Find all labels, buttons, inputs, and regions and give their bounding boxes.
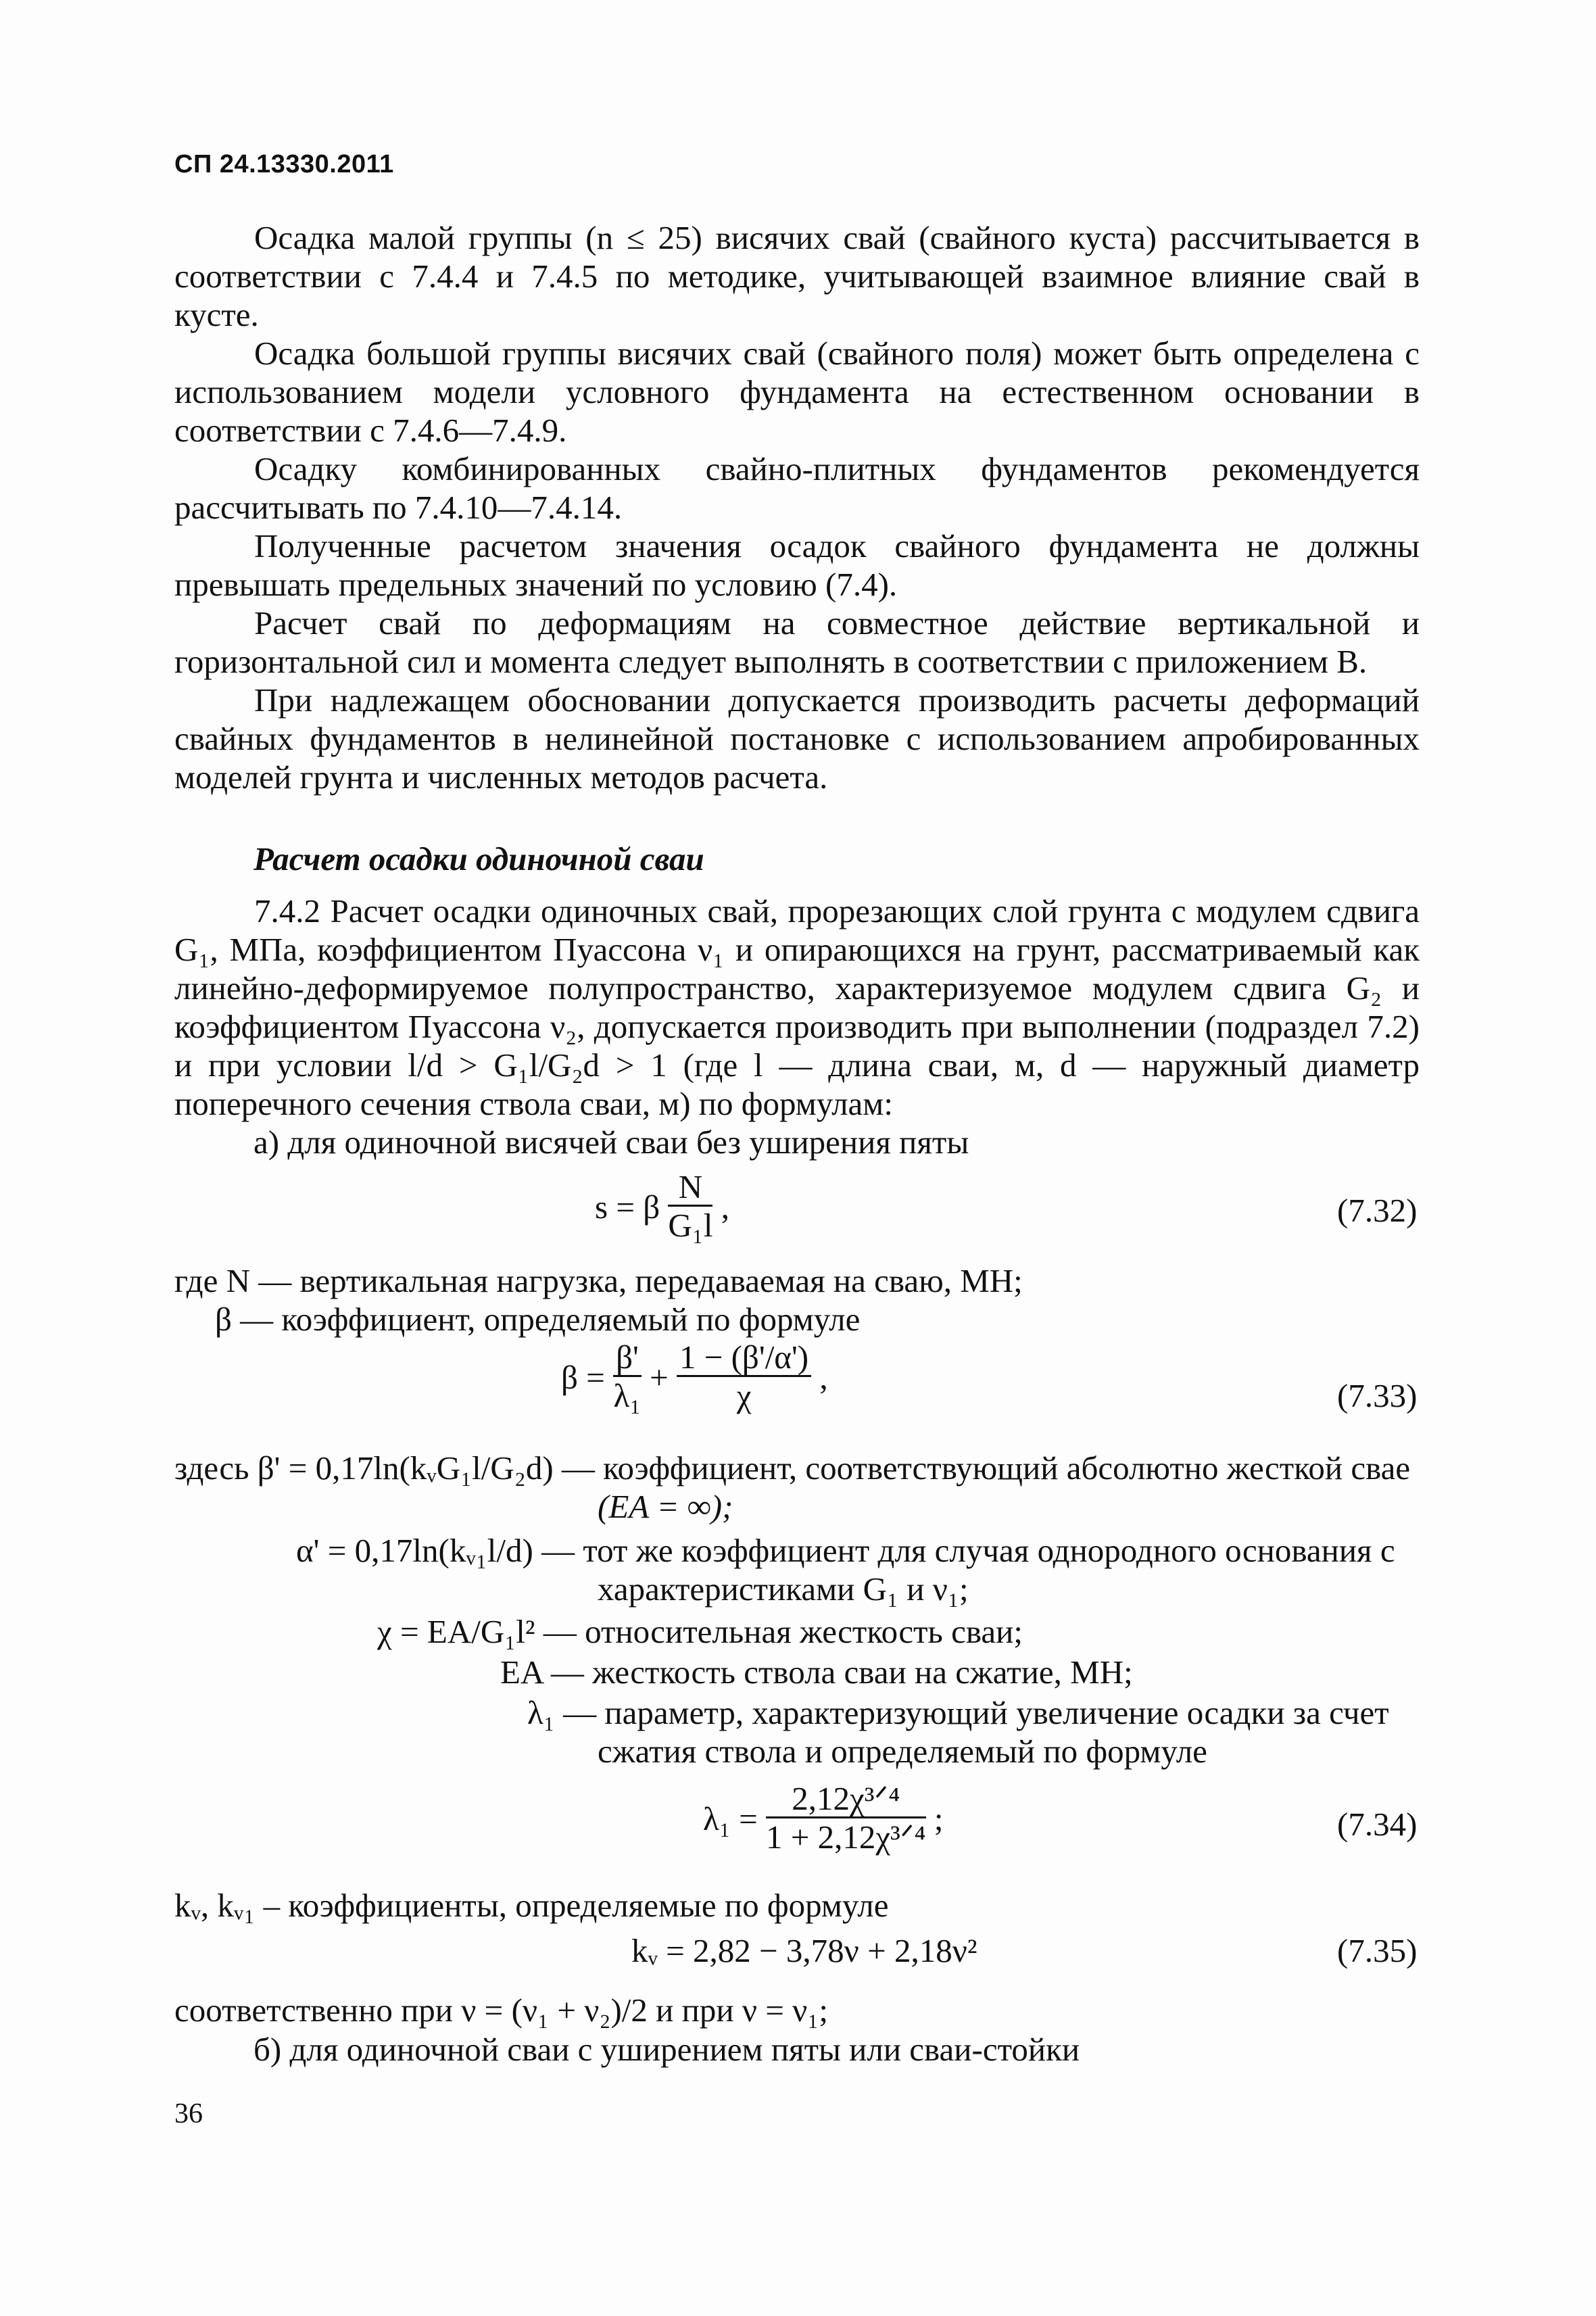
text-line: соответствии с 7.4.4 и 7.4.5 по методике, учитывающей взаимное влияние свай в (174, 258, 1420, 295)
eq-denominator: λ₁ (613, 1377, 642, 1414)
paragraph-small-group (174, 218, 1420, 334)
clause-7-4-2 (174, 892, 1420, 1123)
text-line: горизонтальной сил и момента следует выполнять в соответствии с приложением В. (174, 643, 1368, 680)
def-lambda: λ₁ — параметр, характеризующий увеличение осадки за счет (527, 1694, 1389, 1731)
eq-tail: , (819, 1359, 828, 1396)
text-line: Расчет свай по деформациям на совместное действие вертикальной и (254, 604, 1420, 642)
text-line: и при условии l/d > G₁l/G₂d > 1 (где l — длина сваи, м, d — наружный диаметр (174, 1046, 1420, 1084)
eq-lhs: λ₁ = (703, 1800, 758, 1837)
paragraph-large-group (174, 334, 1420, 450)
paragraph-nonlinear (174, 681, 1420, 796)
equation-7-35: kᵥ = 2,82 − 3,78ν + 2,18ν² (631, 1932, 977, 1969)
where-N: где N — вертикальная нагрузка, передаваемая на сваю, МН; (174, 1262, 1023, 1299)
eq-denominator: G₁l (668, 1207, 713, 1244)
text-line: соответствии с 7.4.6—7.4.9. (174, 412, 567, 449)
eq-lhs: β = (561, 1359, 605, 1396)
text-line: использованием модели условного фундамента на естественном основании в (174, 373, 1420, 410)
document-code-header: СП 24.13330.2011 (174, 150, 394, 178)
text-line: Осадка большой группы висячих свай (свайного поля) может быть определена с (254, 335, 1420, 372)
eq-numerator: β' (613, 1340, 642, 1377)
section-heading: Расчет осадки одиночной сваи (253, 840, 704, 877)
equation-number-7-33: (7.33) (1337, 1377, 1418, 1414)
text-line: Осадка малой группы (n ≤ 25) висячих свай (свайного куста) рассчитывается в (254, 219, 1420, 256)
paragraph-combined-foundations (174, 450, 1420, 527)
def-alpha-prime-cont: характеристиками G₁ и ν₁; (598, 1570, 969, 1608)
eq-tail: ; (934, 1800, 944, 1837)
equation-7-34 (703, 1781, 944, 1856)
eq-lhs: s = β (595, 1188, 660, 1226)
eq-fraction (668, 1169, 712, 1245)
equation-7-32 (595, 1169, 729, 1245)
eq-tail: , (721, 1188, 729, 1226)
text-line: моделей грунта и численных методов расчета. (174, 758, 828, 796)
eq-fraction-1 (613, 1340, 642, 1415)
eq-plus: + (650, 1359, 669, 1396)
def-beta-prime-cont: (EA = ∞); (598, 1488, 733, 1525)
paragraph-limit-values (174, 527, 1420, 604)
text-line: При надлежащем обосновании допускается производить расчеты деформаций (254, 681, 1420, 719)
text-line: Осадку комбинированных свайно-плитных фундаментов рекомендуется (254, 450, 1420, 487)
eq-denominator: 1 + 2,12χ³ᐟ⁴ (765, 1818, 926, 1856)
text-line: превышать предельных значений по условию (7.4). (174, 566, 898, 603)
text-line: поперечного сечения ствола сваи, м) по формулам: (174, 1085, 893, 1122)
eq-numerator: 2,12χ³ᐟ⁴ (766, 1781, 926, 1818)
eq-fraction-2 (677, 1340, 811, 1415)
text-line: свайных фундаментов в нелинейной постановке с использованием апробированных (174, 720, 1420, 757)
equation-number-7-35: (7.35) (1337, 1932, 1418, 1969)
text-line: 7.4.2 Расчет осадки одиночных свай, прорезающих слой грунта с модулем сдвига (254, 892, 1420, 930)
page-number: 36 (174, 2098, 203, 2129)
equation-number-7-34: (7.34) (1337, 1806, 1418, 1843)
def-beta-prime: здесь β' = 0,17ln(kᵥG₁l/G₂d) — коэффициент, соответствующий абсолютно жесткой свае (174, 1449, 1411, 1487)
text-line: Полученные расчетом значения осадок свайного фундамента не должны (254, 527, 1420, 564)
beta-definition: β — коэффициент, определяемый по формуле (215, 1301, 861, 1338)
text-line: G₁, МПа, коэффициентом Пуассона ν₁ и опирающихся на грунт, рассматриваемый как (174, 931, 1420, 968)
text-line: кусте. (174, 296, 259, 333)
eq-denominator: χ (736, 1377, 752, 1414)
def-chi: χ = EA/G₁l² — относительная жесткость сваи; (377, 1613, 1023, 1650)
item-a: а) для одиночной висячей сваи без уширения пяты (253, 1124, 969, 1161)
eq-fraction (766, 1781, 926, 1856)
def-alpha-prime: α' = 0,17ln(kᵥ₁l/d) — тот же коэффициент для случая однородного основания с (296, 1532, 1395, 1569)
equation-number-7-32: (7.32) (1337, 1192, 1418, 1229)
text-line: коэффициентом Пуассона ν₂, допускается производить при выполнении (подраздел 7.2) (174, 1008, 1420, 1045)
item-b: б) для одиночной сваи с уширением пяты или сваи-стойки (253, 2031, 1080, 2068)
equation-7-33 (561, 1340, 828, 1415)
eq-numerator: 1 − (β'/α') (677, 1340, 811, 1377)
eq-numerator: N (668, 1169, 712, 1207)
def-lambda-cont: сжатия ствола и определяемый по формуле (598, 1733, 1207, 1770)
def-ea: EA — жесткость ствола сваи на сжатие, МН; (500, 1654, 1133, 1691)
text-line: линейно-деформируемое полупространство, характеризуемое модулем сдвига G₂ и (174, 969, 1420, 1007)
kv-definition: kᵥ, kᵥ₁ – коэффициенты, определяемые по формуле (174, 1887, 889, 1924)
text-line: рассчитывать по 7.4.10—7.4.14. (174, 489, 623, 526)
paragraph-deformation-calc (174, 604, 1420, 681)
respectively-line: соответственно при ν = (ν₁ + ν₂)/2 и при ν = ν₁; (174, 1992, 828, 2029)
